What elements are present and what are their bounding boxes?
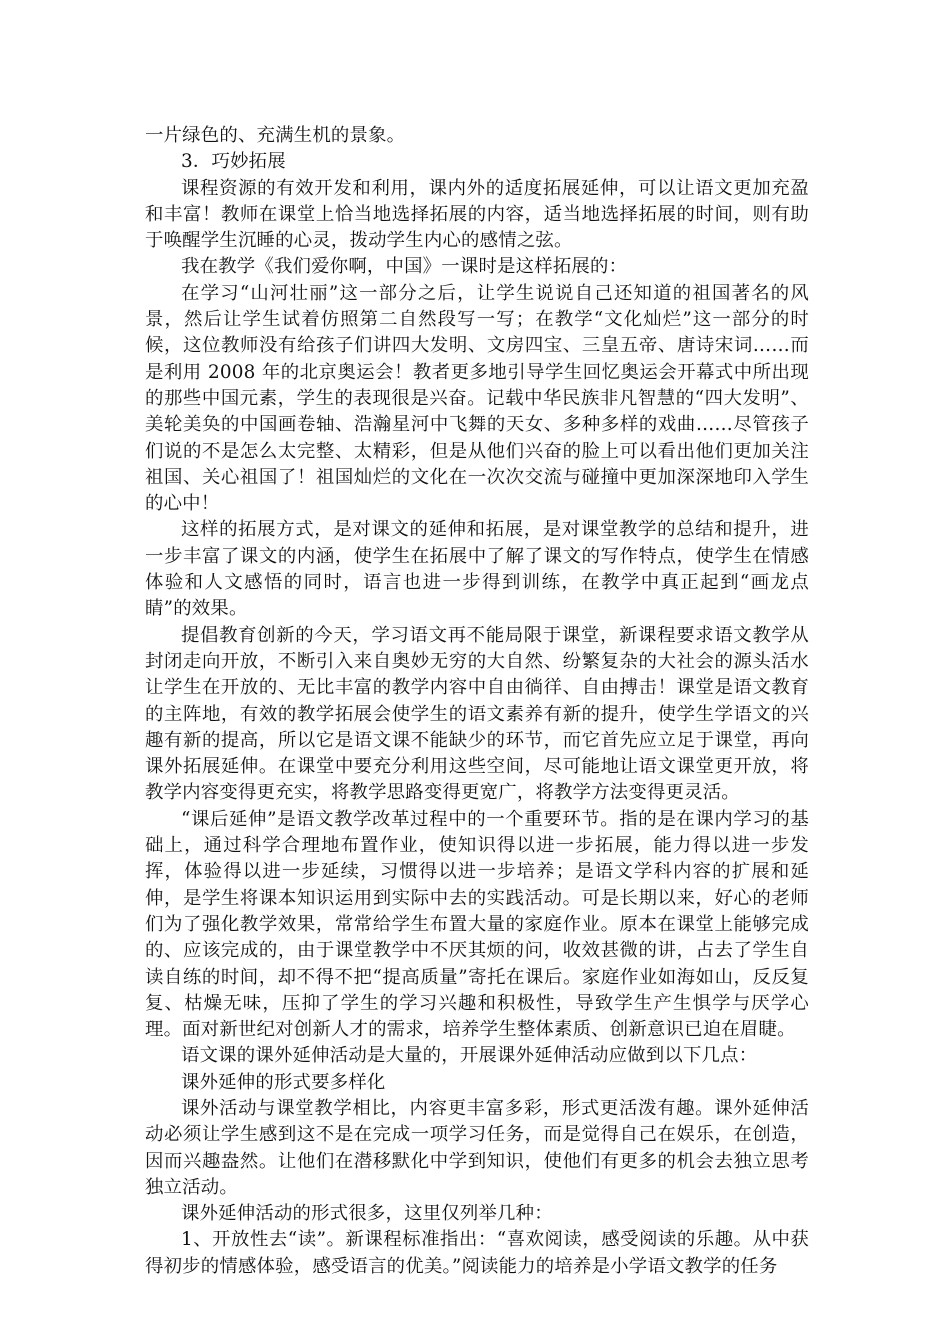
subheading-diverse-forms: 课外延伸的形式要多样化 xyxy=(181,1071,386,1093)
paragraph: 这样的拓展方式，是对课文的延伸和拓展，是对课堂教学的总结和提升，进一步丰富了课文的内涵，使学生在拓展中了解了课文的写作特点，使学生在情感体验和人文感悟的同时，语言也进一步得到训练，在教学中真正起到“画龙点睛”的效果。 xyxy=(145,519,809,620)
body-text xyxy=(145,123,809,1280)
paragraph: 在学习“山河壮丽”这一部分之后，让学生说说自己还知道的祖国著名的风景，然后让学生试着仿照第二自然段写一写；在教学“文化灿烂”这一部分的时候，这位教师没有给孩子们讲四大发明、文房四宝、三皇五帝、唐诗宋词……而是利用 2008 年的北京奥运会！教者更多地引导学生回忆奥运会开幕式中所出现的那些中国元素，学生的表现很是兴奋。记载中华民族非凡智慧的“四大发明”、美轮美奂的中国画卷轴、浩瀚星河中飞舞的天女、多种多样的戏曲……尽管孩子们说的不是怎么太完整、太精彩，但是从他们兴奋的脸上可以看出他们更加关注祖国、关心祖国了！祖国灿烂的文化在一次次交流与碰撞中更加深深地印入学生的心中！ xyxy=(145,282,809,515)
paragraph: 提倡教育创新的今天，学习语文再不能局限于课堂，新课程要求语文教学从封闭走向开放，不断引入来自奥妙无穷的大自然、纷繁复杂的大社会的源头活水让学生在开放的、无比丰富的教学内容中自由徜徉、自由搏击！课堂是语文教育的主阵地，有效的教学拓展会使学生的语文素养有新的提升，使学生学语文的兴趣有新的提高，所以它是语文课不能缺少的环节，而它首先应立足于课堂，再向课外拓展延伸。在课堂中要充分利用这些空间，尽可能地让语文课堂更开放，将教学内容变得更充实，将教学思路变得更宽广，将教学方法变得更灵活。 xyxy=(145,624,809,804)
section-heading-clever-extension: 3．巧妙拓展 xyxy=(181,151,286,173)
paragraph: 课外活动与课堂教学相比，内容更丰富多彩，形式更活泼有趣。课外延伸活动必须让学生感到这不是在完成一项学习任务，而是觉得自己在娱乐，在创造，因而兴趣盎然。让他们在潜移默化中学到知识，使他们有更多的机会去独立思考独立活动。 xyxy=(145,1097,809,1198)
paragraph: 课外延伸活动的形式很多，这里仅列举几种： xyxy=(181,1203,553,1225)
paragraph: “课后延伸”是语文教学改革过程中的一个重要环节。指的是在课内学习的基础上，通过科学合理地布置作业，使知识得以进一步拓展，能力得以进一步发挥，体验得以进一步延续，习惯得以进一步培养；是语文学科内容的扩展和延伸，是学生将课本知识运用到实际中去的实践活动。可是长期以来，好心的老师们为了强化教学效果，常常给学生布置大量的家庭作业。原本在课堂上能够完成的、应该完成的，由于课堂教学中不厌其烦的问，收效甚微的讲，占去了学生自读自练的时间，却不得不把“提高质量”寄托在课后。家庭作业如海如山，反反复复、枯燥无味，压抑了学生的学习兴趣和积极性，导致学生产生惧学与厌学心理。面对新世纪对创新人才的需求，培养学生整体素质、创新意识已迫在眉睫。 xyxy=(145,808,809,1041)
paragraph-continuation: 一片绿色的、充满生机的景象。 xyxy=(145,125,406,146)
paragraph-open-reading: 1、开放性去“读”。新课程标准指出：“喜欢阅读，感受阅读的乐趣。从中获得初步的情感体验，感受语言的优美。”阅读能力的培养是小学语文教学的任务 xyxy=(145,1229,809,1277)
paragraph: 语文课的课外延伸活动是大量的，开展课外延伸活动应做到以下几点： xyxy=(181,1045,758,1067)
paragraph: 课程资源的有效开发和利用，课内外的适度拓展延伸，可以让语文更加充盈和丰富！教师在课堂上恰当地选择拓展的内容，适当地选择拓展的时间，则有助于唤醒学生沉睡的心灵，拨动学生内心的感情之弦。 xyxy=(145,177,809,252)
paragraph: 我在教学《我们爱你啊，中国》一课时是这样拓展的： xyxy=(181,256,628,278)
